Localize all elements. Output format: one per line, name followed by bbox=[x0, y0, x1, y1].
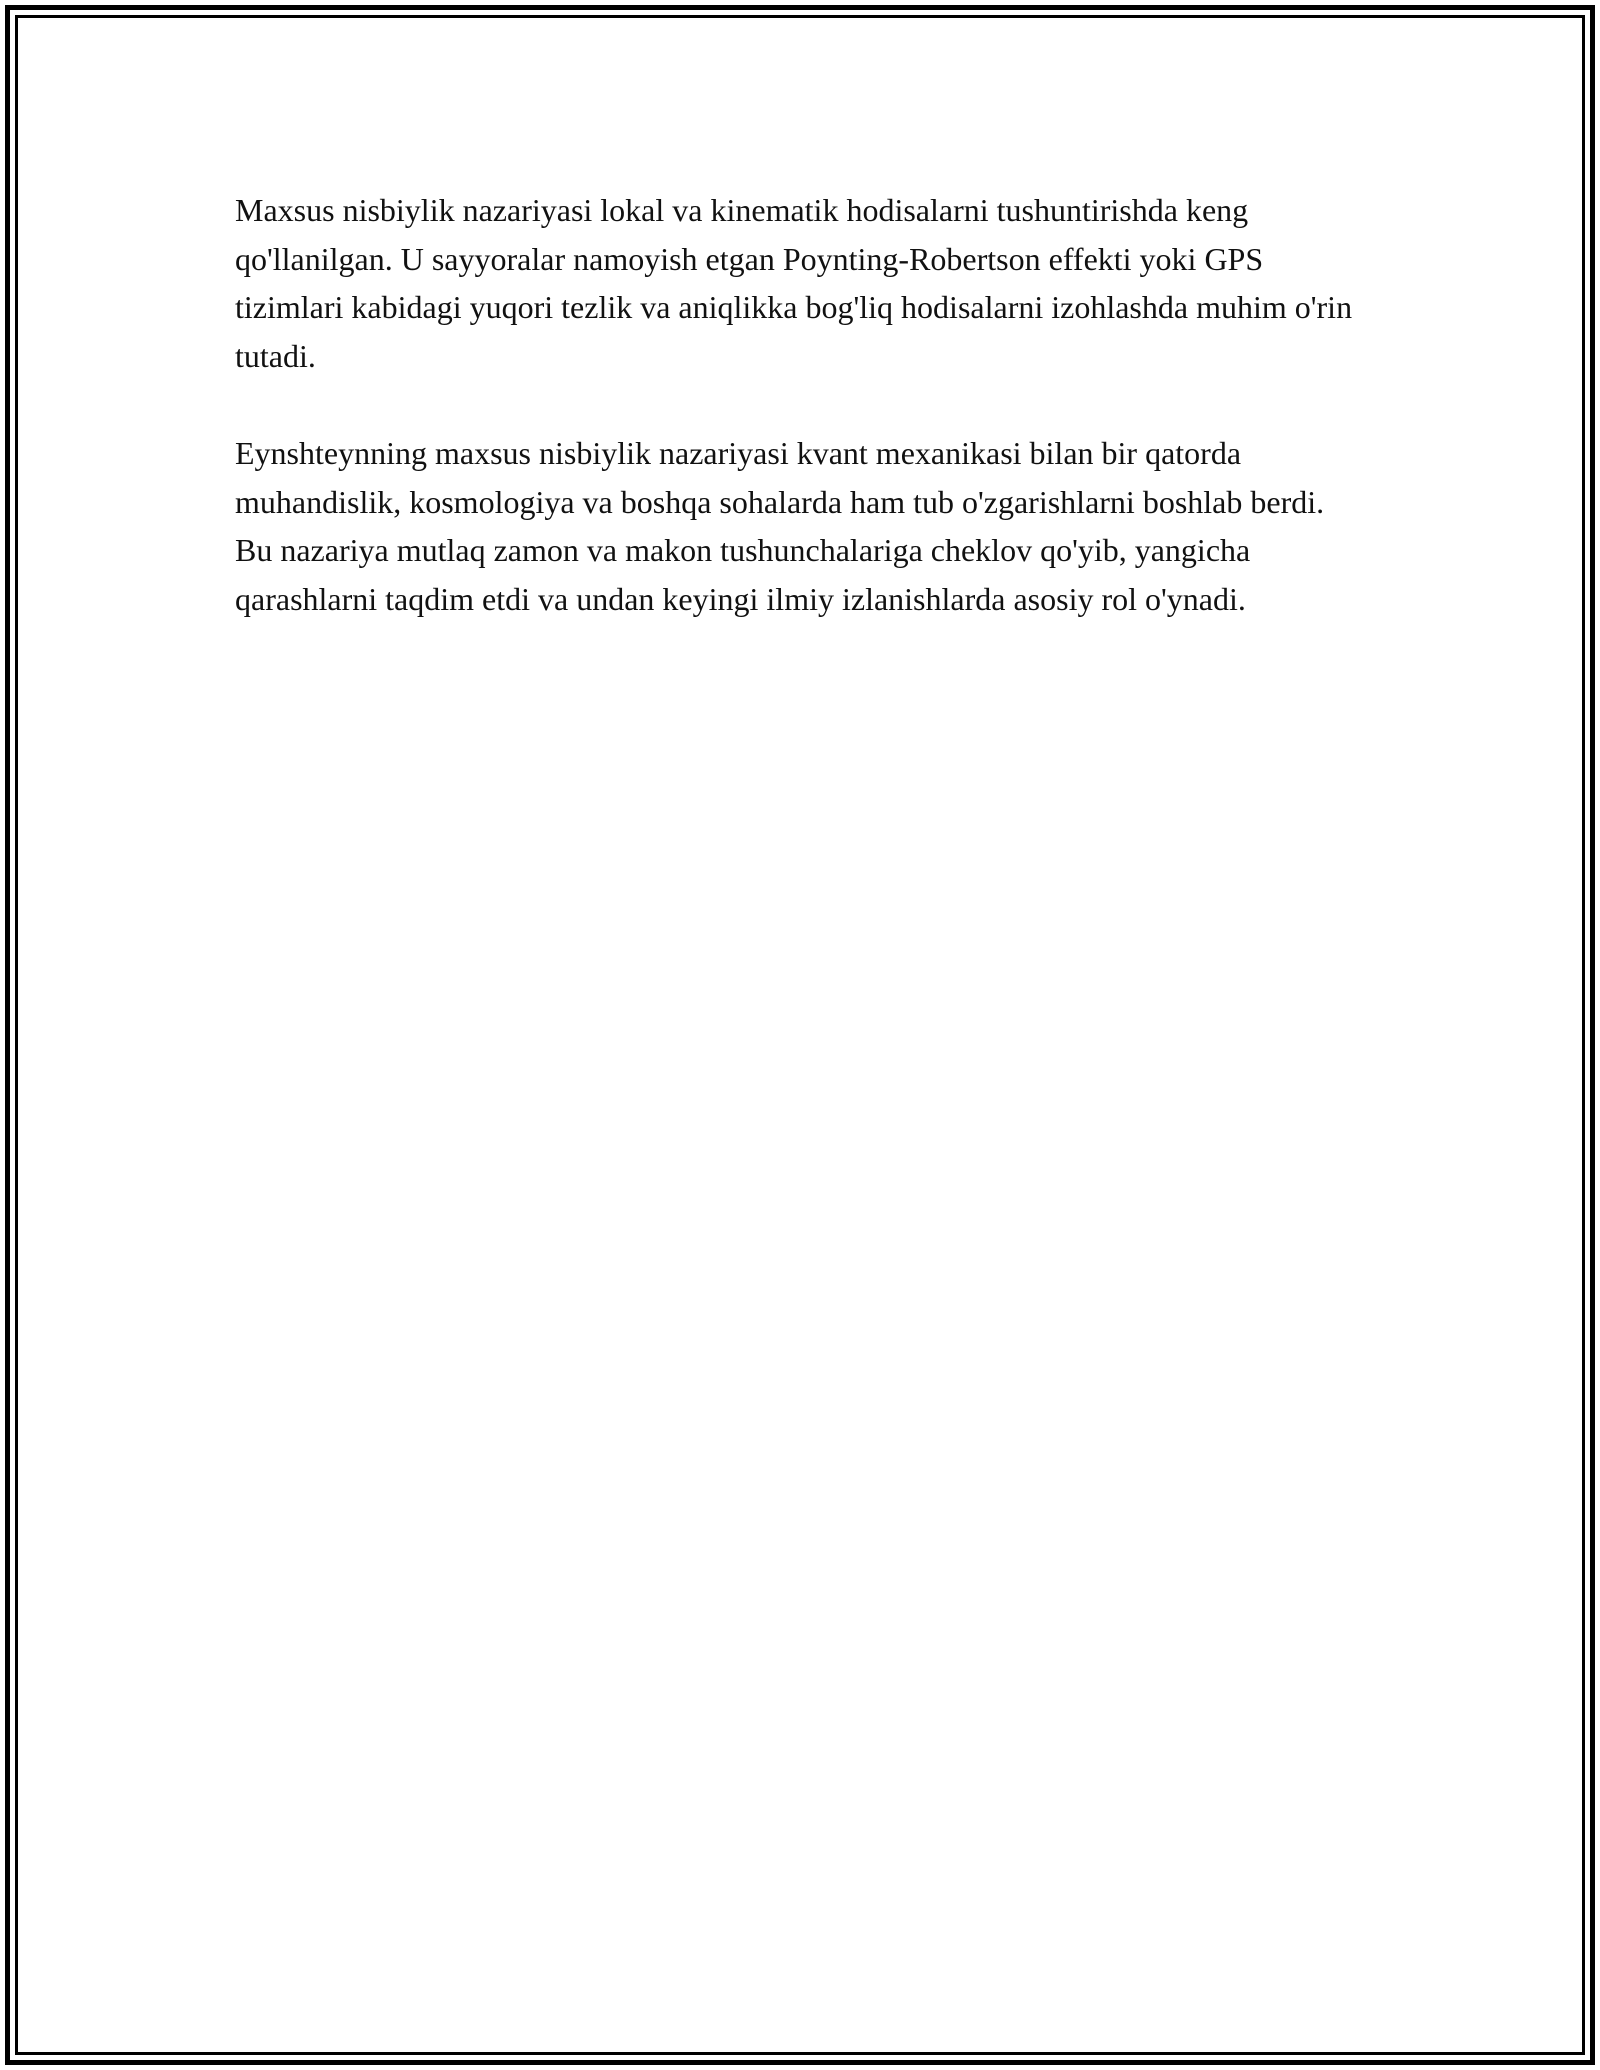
paragraph-1: Maxsus nisbiylik nazariyasi lokal va kinematik hodisalarni tushuntirishda keng qo'llanilgan. U sayyoralar namoyish etgan Poynting-Robertson effekti yoki GPS tizimlari kabidagi yuqori tezlik va aniqlikka bog'liq hodisalarni izohlashda muhim o'rin tutadi. bbox=[235, 192, 1353, 374]
paragraph-2: Eynshteynning maxsus nisbiylik nazariyasi kvant mexanikasi bilan bir qatorda muhandislik, kosmologiya va boshqa sohalarda ham tub o'zgarishlarni boshlab berdi. Bu nazariya mutlaq zamon va makon tushunchalariga cheklov qo'yib, yangicha qarashlarni taqdim etdi va undan keyingi ilmiy izlanishlarda asosiy rol o'ynadi. bbox=[235, 435, 1325, 617]
document-body bbox=[235, 186, 1365, 672]
